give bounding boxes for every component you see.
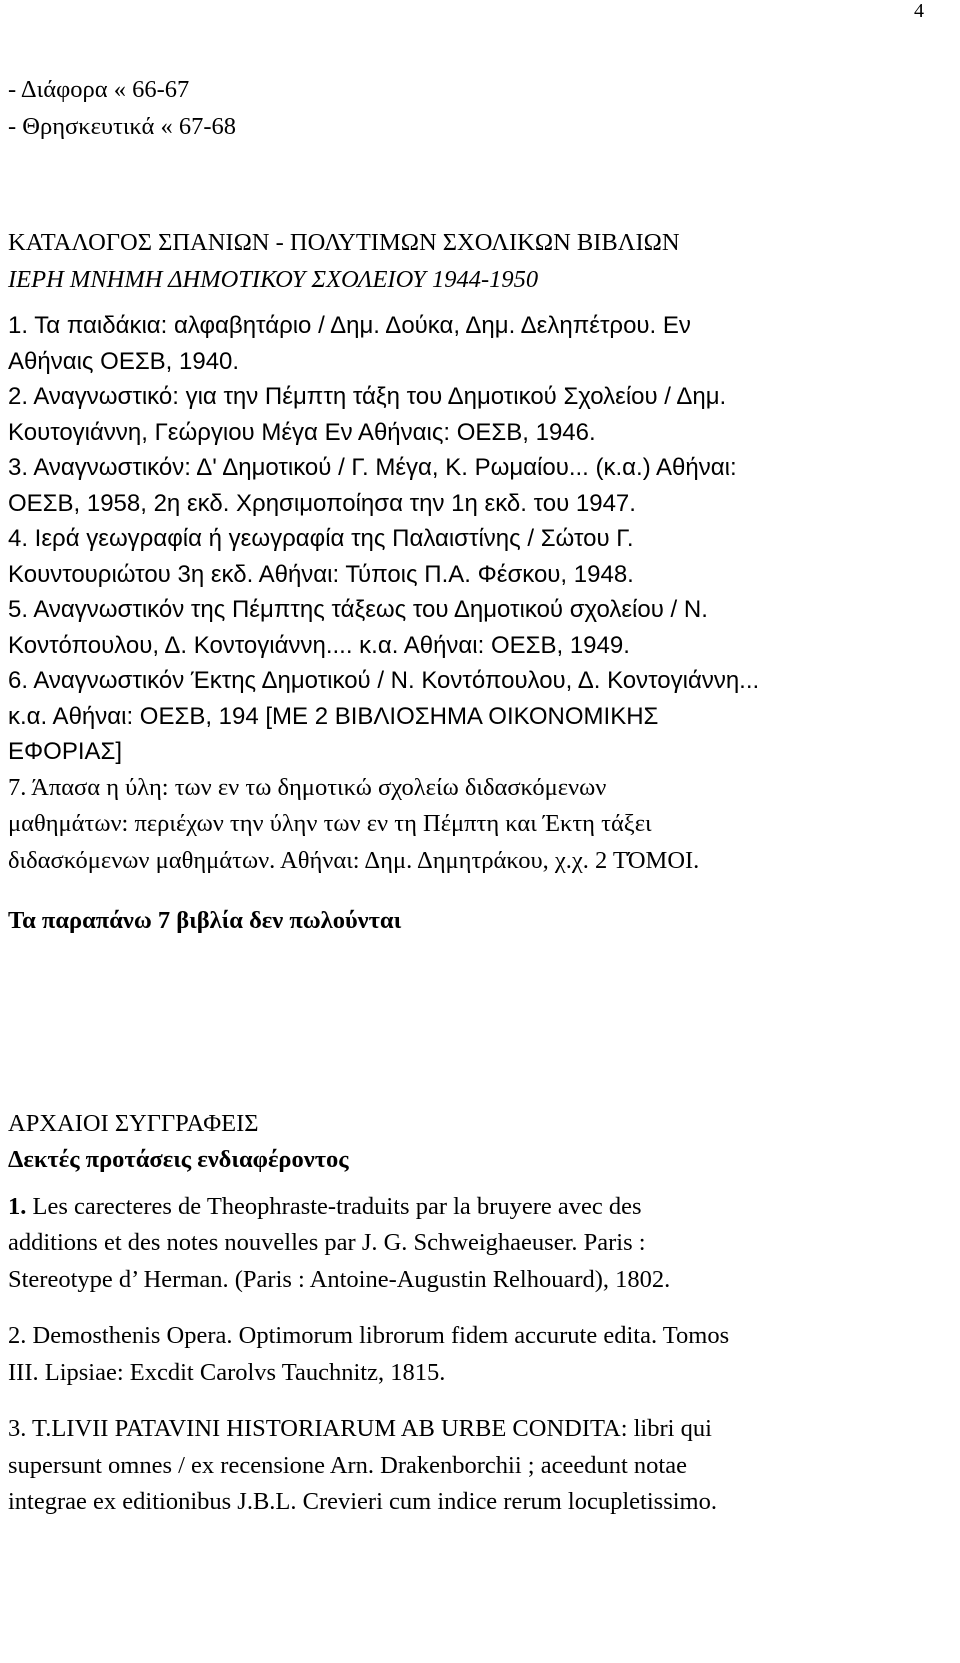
list-line: 5. Αναγνωστικόν της Πέμπτης τάξεως του Δημοτικού σχολείου / Ν. <box>8 596 708 623</box>
list-line: integrae ex editionibus J.B.L. Crevieri cum indice rerum locupletissimo. <box>8 1488 717 1515</box>
list-line: κ.α. Αθήναι: ΟΕΣΒ, 194 [ΜΕ 2 ΒΙΒΛΙΟΣΗΜΑ ΟΙΚΟΝΟΜΙΚΗΣ <box>8 702 659 730</box>
list-line: Stereotype d’ Herman. (Paris : Antoine-Augustin Relhouard), 1802. <box>8 1265 671 1293</box>
book-list <box>8 308 948 770</box>
page-number: 4 <box>914 0 924 22</box>
note: Τα παραπάνω 7 βιβλία δεν πωλούνται <box>8 907 402 934</box>
list-line: Αθήναις ΟΕΣΒ, 1940. <box>8 347 240 375</box>
list-line: διδασκόμενων μαθημάτων. Αθήναι: Δημ. Δημητράκου, χ.χ. 2 ΤΌΜΟΙ. <box>8 846 700 874</box>
list-line: Κουντουριώτου 3η εκδ. Αθήναι: Τύποις Π.Α. Φέσκου, 1948. <box>8 560 634 588</box>
document-body <box>8 72 948 1521</box>
list-line: 3. Αναγνωστικόν: Δ' Δημοτικού / Γ. Μέγα, Κ. Ρωμαίου... (κ.α.) Αθήναι: <box>8 454 737 481</box>
section-subheading: ΙΕΡΗ ΜΝΗΜΗ ΔΗΜΟΤΙΚΟΥ ΣΧΟΛΕΙΟΥ 1944-1950 <box>8 265 539 293</box>
list-line: Les carecteres de Theophraste-traduits par la bruyere avec des <box>26 1192 642 1220</box>
section-heading: ΚΑΤΑΛΟΓΟΣ ΣΠΑΝΙΩΝ - ΠΟΛΥΤΙΜΩΝ ΣΧΟΛΙΚΩΝ ΒΙΒΛΙΩΝ <box>8 229 680 256</box>
list-item: - Θρησκευτικά « 67-68 <box>8 112 237 140</box>
list-line: 2. Αναγνωστικό: για την Πέμπτη τάξη του Δημοτικού Σχολείου / Δημ. <box>8 383 727 410</box>
list-item <box>8 1189 948 1226</box>
list-item: - Διάφορα « 66-67 <box>8 76 190 103</box>
list-line: ΟΕΣΒ, 1958, 2η εκδ. Χρησιμοποίησα την 1η εκδ. του 1947. <box>8 489 636 517</box>
list-line: 3. T.LIVII PATAVINI HISTORIARUM AB URBE CONDITA: libri qui <box>8 1415 712 1442</box>
list-line: 4. Ιερά γεωγραφία ή γεωγραφία της Παλαιστίνης / Σώτου Γ. <box>8 525 634 552</box>
list-line: Κοντόπουλου, Δ. Κοντογιάννη.... κ.α. Αθήναι: ΟΕΣΒ, 1949. <box>8 631 630 659</box>
list-line: ΕΦΟΡΙΑΣ] <box>8 738 123 765</box>
list-line: Κουτογιάννη, Γεώργιου Μέγα Εν Αθήναις: ΟΕΣΒ, 1946. <box>8 418 596 446</box>
list-line: 6. Αναγνωστικόν Έκτης Δημοτικού / Ν. Κοντόπουλου, Δ. Κοντογιάννη... <box>8 667 760 694</box>
list-line: 1. Τα παιδάκια: αλφαβητάριο / Δημ. Δούκα, Δημ. Δεληπέτρου. Εν <box>8 312 691 339</box>
list-line: additions et des notes nouvelles par J. G. Schweighaeuser. Paris : <box>8 1229 646 1256</box>
list-line: μαθημάτων: περιέχων την ύλην των εν τη Πέμπτη και Έκτη τάξει <box>8 810 652 837</box>
item-number: 1. <box>8 1192 27 1220</box>
list-line: 2. Demosthenis Opera. Optimorum librorum fidem accurute edita. Tomos <box>8 1322 730 1349</box>
section-heading: ΑΡΧΑΙΟΙ ΣΥΓΓΡΑΦΕΙΣ <box>8 1109 259 1137</box>
section-subheading: Δεκτές προτάσεις ενδιαφέροντος <box>8 1146 349 1173</box>
list-line: supersunt omnes / ex recensione Arn. Drakenborchii ; aceedunt notae <box>8 1451 687 1479</box>
list-line: 7. Άπασα η ύλη: των εν τω δημοτικώ σχολείω διδασκόμενων <box>8 773 607 801</box>
list-line: III. Lipsiae: Excdit Carolvs Tauchnitz, 1815. <box>8 1358 446 1386</box>
